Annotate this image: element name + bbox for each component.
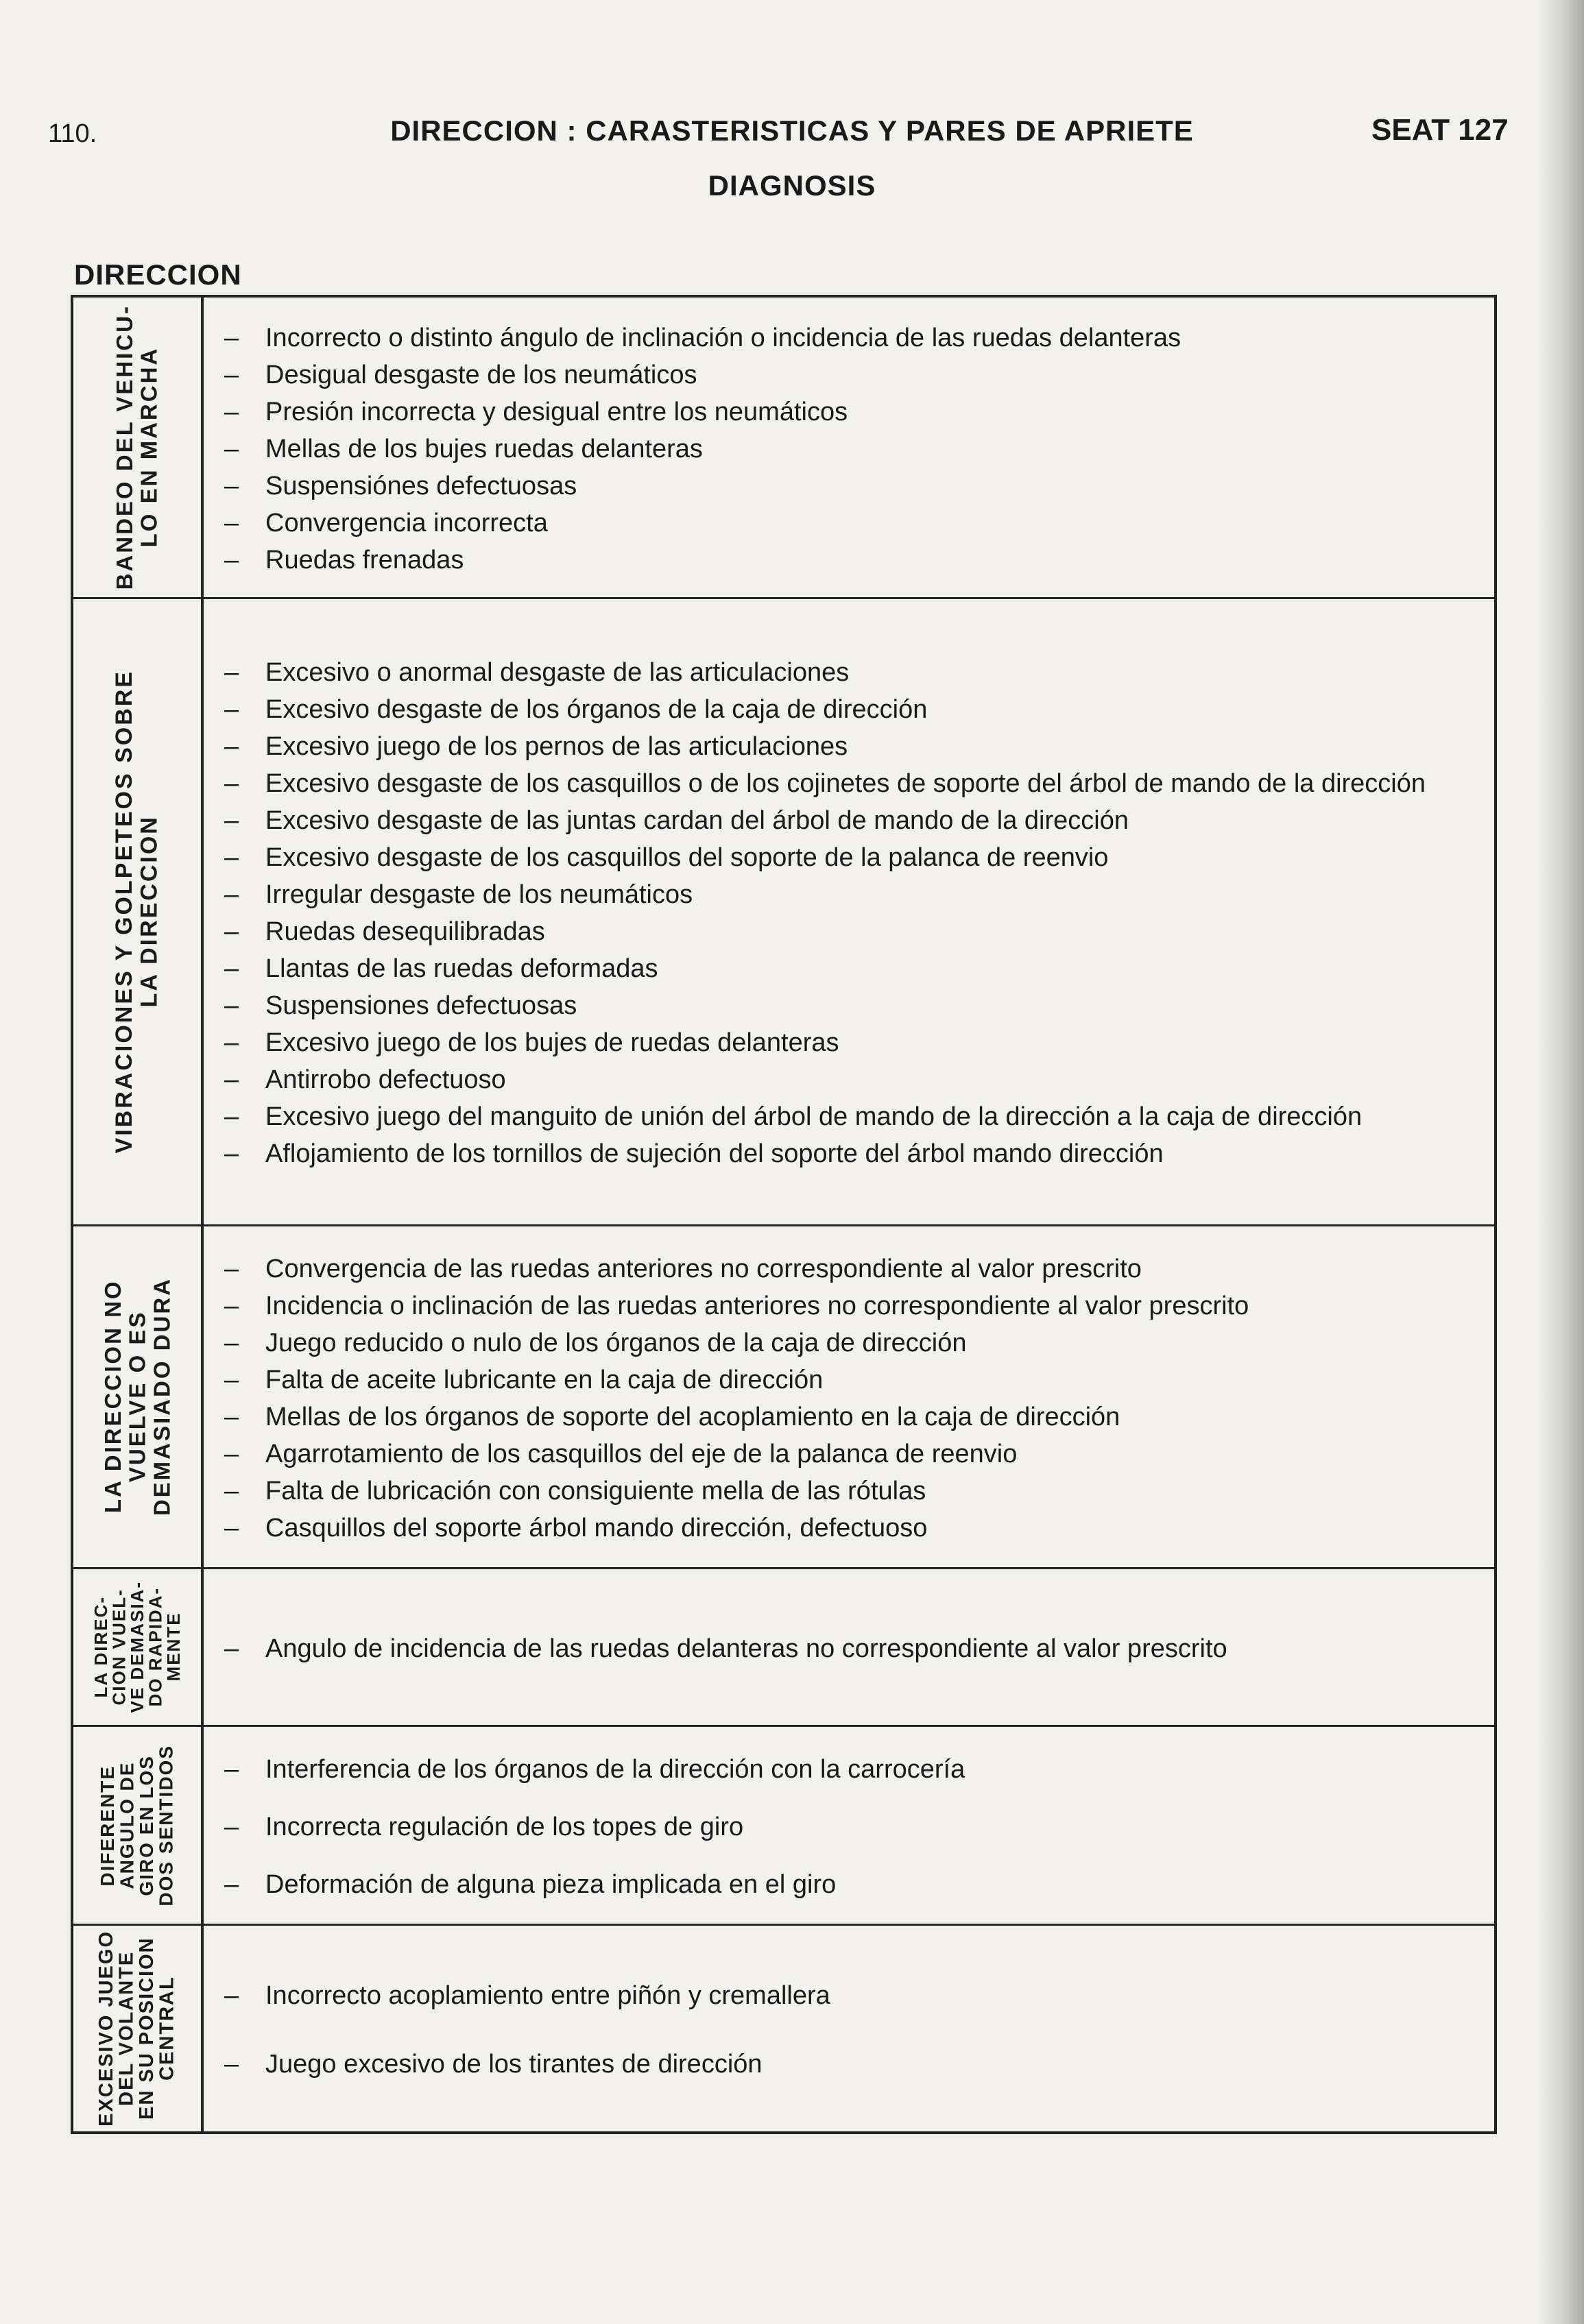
cause-item: – Incorrecta regulación de los topes de giro [224,1798,1474,1856]
cause-item: – Aflojamiento de los tornillos de sujeción del soporte del árbol mando dirección [224,1135,1474,1172]
category-cell [73,1569,204,1725]
cause-item: – Excesivo desgaste de los órganos de la caja de dirección [224,691,1474,728]
cause-item: – Desigual desgaste de los neumáticos [224,356,1474,394]
cause-item: – Ruedas frenadas [224,542,1474,579]
cause-item: – Convergencia incorrecta [224,505,1474,542]
cause-list [204,298,1494,597]
cause-item: – Mellas de los órganos de soporte del acoplamiento en la caja de dirección [224,1399,1474,1436]
category-cell [73,599,204,1224]
cause-item: – Llantas de las ruedas deformadas [224,950,1474,987]
category-cell [73,1727,204,1924]
diagnosis-row-angulo-giro [73,1727,1494,1926]
cause-item: – Suspensiones defectuosas [224,987,1474,1024]
cause-list [204,1727,1494,1924]
cause-item: – Convergencia de las ruedas anteriores no correspondiente al valor prescrito [224,1250,1474,1287]
cause-item: – Incorrecto acoplamiento entre piñón y cremallera [224,1961,1474,2030]
cause-item: – Presión incorrecta y desigual entre los neumáticos [224,394,1474,431]
cause-item: – Excesivo desgaste de las juntas cardan del árbol de mando de la dirección [224,802,1474,839]
category-label: EXCESIVO JUEGO DEL VOLANTE EN SU POSICION CENTRAL [95,1930,178,2127]
cause-item: – Agarrotamiento de los casquillos del eje de la palanca de reenvio [224,1436,1474,1473]
cause-item: – Antirrobo defectuoso [224,1061,1474,1098]
cause-item: – Excesivo juego del manguito de unión del árbol de mando de la dirección a la caja de dirección [224,1098,1474,1135]
cause-item: – Excesivo juego de los bujes de ruedas delanteras [224,1024,1474,1061]
page-subtitle: DIAGNOSIS [708,169,876,202]
cause-item: – Excesivo o anormal desgaste de las articulaciones [224,654,1474,691]
section-title: DIRECCION [74,258,242,291]
cause-item: – Mellas de los bujes ruedas delanteras [224,431,1474,468]
category-label: BANDEO DEL VEHICU- LO EN MARCHA [112,304,162,590]
cause-item: – Incidencia o inclinación de las ruedas anteriores no correspondiente al valor prescrito [224,1287,1474,1324]
diagnosis-table [71,295,1497,2134]
cause-item: – Falta de lubricación con consiguiente mella de las rótulas [224,1473,1474,1510]
diagnosis-row-direccion-dura [73,1226,1494,1569]
category-label: LA DIREC- CION VUEL- VE DEMASIA- DO RAPIDA- MENTE [90,1581,184,1713]
category-cell [73,1926,204,2131]
cause-list [204,1926,1494,2131]
diagnosis-row-vuelve-rapido [73,1569,1494,1727]
cause-item: – Juego excesivo de los tirantes de dirección [224,2030,1474,2098]
category-label: DIFERENTE ANGULO DE GIRO EN LOS DOS SENTIDOS [96,1744,177,1907]
cause-item: – Irregular desgaste de los neumáticos [224,876,1474,913]
cause-item: – Deformación de alguna pieza implicada en el giro [224,1856,1474,1913]
cause-item: – Excesivo desgaste de los casquillos o de los cojinetes de soporte del árbol de mando de la dirección [224,765,1474,802]
page-binding-shadow [1536,0,1584,2324]
cause-item: – Falta de aceite lubricante en la caja de dirección [224,1361,1474,1399]
cause-item: – Incorrecto o distinto ángulo de inclinación o incidencia de las ruedas delanteras [224,319,1474,356]
category-cell [73,298,204,597]
cause-item: – Excesivo juego de los pernos de las articulaciones [224,728,1474,765]
diagnosis-row-juego-volante [73,1926,1494,2131]
cause-item: – Angulo de incidencia de las ruedas delanteras no correspondiente al valor prescrito [224,1630,1474,1667]
page-title: DIRECCION : CARASTERISTICAS Y PARES DE APRIETE [390,114,1194,147]
cause-item: – Juego reducido o nulo de los órganos de la caja de dirección [224,1324,1474,1361]
cause-list [204,599,1494,1224]
cause-item: – Casquillos del soporte árbol mando dirección, defectuoso [224,1510,1474,1547]
category-cell [73,1226,204,1567]
cause-list [204,1569,1494,1725]
cause-item: – Interferencia de los órganos de la dirección con la carrocería [224,1741,1474,1798]
page-number: 110. [48,119,97,148]
diagnosis-row-bandeo [73,298,1494,599]
brand-label: SEAT 127 [1371,113,1509,147]
cause-item: – Excesivo desgaste de los casquillos del soporte de la palanca de reenvio [224,839,1474,876]
cause-item: – Suspensiónes defectuosas [224,468,1474,505]
category-label: VIBRACIONES Y GOLPETEOS SOBRE LA DIRECCION [111,670,163,1154]
diagnosis-row-vibraciones [73,599,1494,1226]
category-label: LA DIRECCION NO VUELVE O ES DEMASIADO DURA [99,1277,174,1516]
cause-item: – Ruedas desequilibradas [224,913,1474,950]
cause-list [204,1226,1494,1567]
